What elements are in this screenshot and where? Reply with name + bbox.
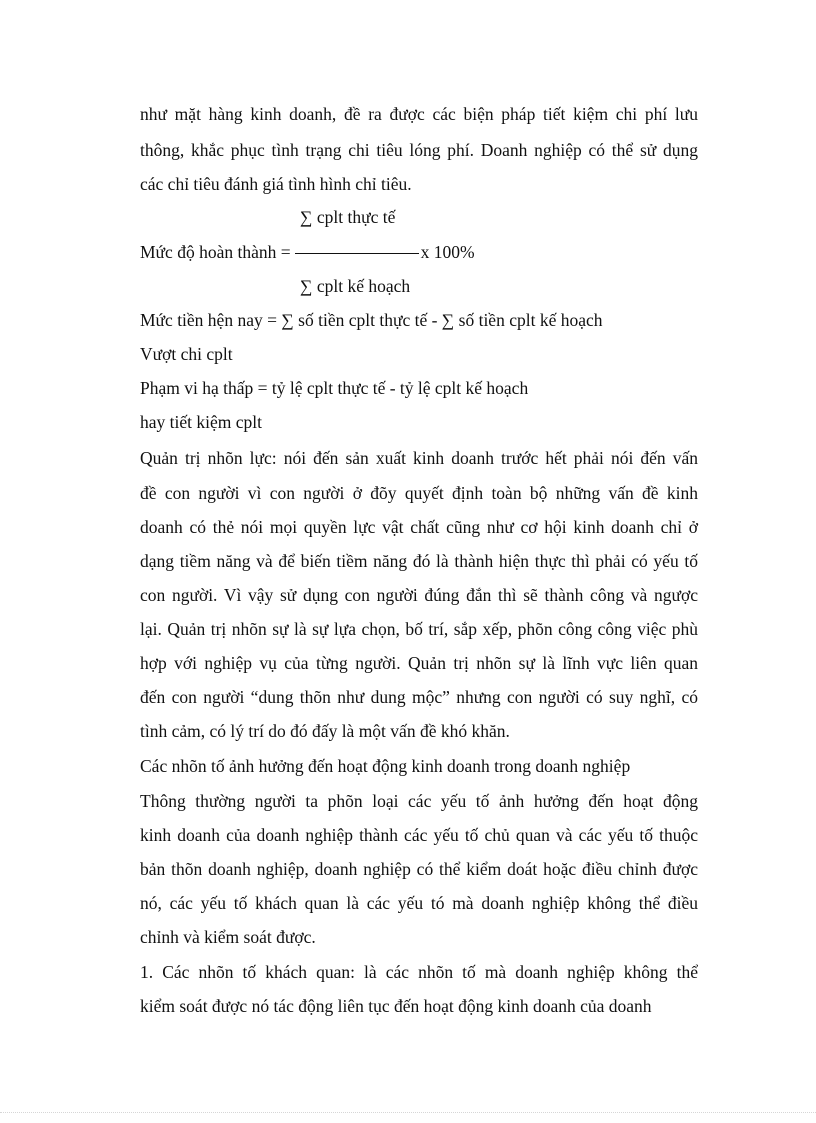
paragraph-line: Thông thường người ta phõn loại các yếu tố ảnh hưởng đến hoạt động: [140, 791, 698, 811]
paragraph-line: đề con người vì con người ở đõy quyết định toàn bộ những vấn đề kinh: [140, 483, 698, 503]
paragraph-line: Quản trị nhõn lực: nói đến sản xuất kinh doanh trước hết phải nói đến vấn: [140, 448, 698, 468]
formula-line: hay tiết kiệm cplt: [140, 412, 262, 432]
paragraph-line: con người. Vì vậy sử dụng con người đúng đắn thì sẽ thành công và ngược: [140, 585, 698, 605]
paragraph-line: kinh doanh của doanh nghiệp thành các yếu tố chủ quan và các yếu tố thuộc: [140, 825, 698, 845]
formula-line: Vượt chi cplt: [140, 344, 233, 364]
paragraph-line: hợp với nghiệp vụ của từng người. Quản trị nhõn sự là lĩnh vực liên quan: [140, 653, 698, 673]
formula-line: Phạm vi hạ thấp = tỷ lệ cplt thực tế - tỷ lệ cplt kế hoạch: [140, 378, 529, 398]
paragraph-line: lại. Quản trị nhõn sự là sự lựa chọn, bố trí, sắp xếp, phõn công công việc phù: [140, 619, 698, 639]
paragraph-line: doanh có thẻ nói mọi quyền lực vật chất cũng như cơ hội kinh doanh chỉ ở: [140, 517, 698, 537]
page-bottom-rule: [0, 1112, 816, 1113]
formula-numerator: ∑ cplt thực tế: [300, 207, 396, 227]
paragraph-line: các chỉ tiêu đánh giá tình hình chỉ tiêu.: [140, 174, 412, 194]
formula-line: Mức tiền hện nay = ∑ số tiền cplt thực tế - ∑ số tiền cplt kế hoạch: [140, 310, 603, 330]
fraction-bar: [295, 253, 419, 254]
paragraph-line: dạng tiềm năng và để biến tiềm năng đó là thành hiện thực thì phải có yếu tố: [140, 551, 698, 571]
formula-row: [140, 240, 475, 264]
paragraph-line: tình cảm, có lý trí do đó đấy là một vấn đề khó khăn.: [140, 721, 510, 741]
paragraph-line: nó, các yếu tố khách quan là các yếu tó mà doanh nghiệp không thể điều: [140, 893, 698, 913]
paragraph-line: như mặt hàng kinh doanh, đề ra được các biện pháp tiết kiệm chi phí lưu: [140, 104, 698, 124]
paragraph-line: 1. Các nhõn tố khách quan: là các nhõn tố mà doanh nghiệp không thể: [140, 962, 698, 982]
paragraph-line: bản thõn doanh nghiệp, doanh nghiệp có thể kiểm doát hoặc điều chỉnh được: [140, 859, 698, 879]
formula-label: Mức độ hoàn thành =: [140, 242, 291, 262]
formula-multiplier: x 100%: [420, 242, 475, 262]
paragraph-line: chỉnh và kiểm soát được.: [140, 927, 316, 947]
section-heading: Các nhõn tố ảnh hưởng đến hoạt động kinh doanh trong doanh nghiệp: [140, 756, 631, 776]
paragraph-line: thông, khắc phục tình trạng chi tiêu lóng phí. Doanh nghiệp có thể sử dụng: [140, 140, 698, 160]
paragraph-line: kiểm soát được nó tác động liên tục đến hoạt động kinh doanh của doanh: [140, 996, 652, 1016]
formula-denominator: ∑ cplt kế hoạch: [300, 276, 411, 296]
paragraph-line: đến con người “dung thõn như dung mộc” nhưng con người có suy nghĩ, có: [140, 687, 698, 707]
